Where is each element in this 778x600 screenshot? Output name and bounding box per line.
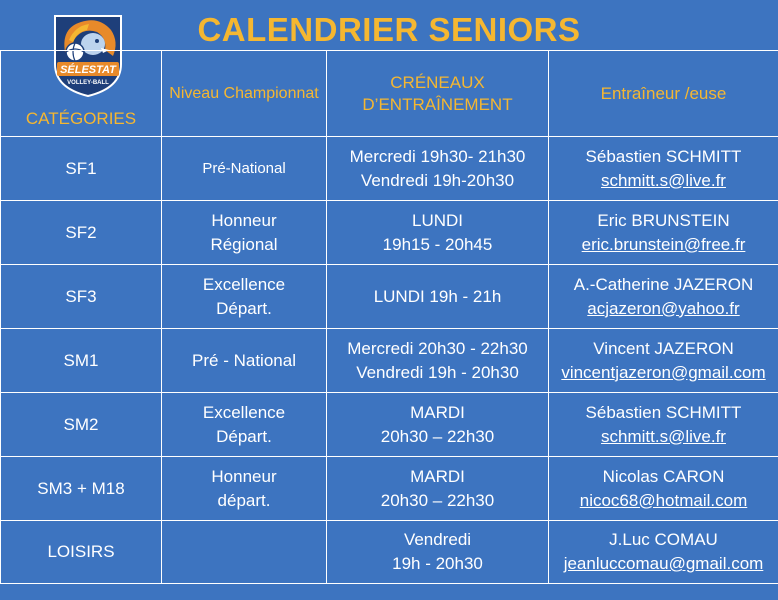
category-cell: SM3 + M18	[1, 457, 162, 521]
table-row	[1, 265, 778, 329]
coach-cell	[549, 329, 778, 393]
coach-email-link[interactable]: jeanluccomau@gmail.com	[563, 554, 764, 573]
table-row	[1, 137, 778, 201]
slot-line2: 20h30 – 22h30	[380, 490, 495, 510]
coach-email-link[interactable]: nicoc68@hotmail.com	[579, 490, 748, 510]
coach-cell	[549, 521, 778, 584]
category-cell: SF2	[1, 201, 162, 265]
schedule-table	[0, 50, 778, 584]
coach-email-link[interactable]: eric.brunstein@free.fr	[581, 234, 746, 254]
header-creneaux	[327, 51, 549, 137]
slot-line2: 20h30 – 22h30	[380, 426, 495, 446]
header-categories: CATÉGORIES	[1, 51, 162, 137]
slot-cell	[327, 393, 549, 457]
coach-name: Sébastien SCHMITT	[585, 146, 742, 166]
coach-name: Sébastien SCHMITT	[585, 402, 742, 422]
level-line1: Honneur	[211, 466, 277, 486]
logo-subtext: VOLLEY-BALL	[67, 80, 109, 86]
level-line1: Excellence	[202, 402, 286, 422]
level-line2: Régional	[210, 234, 278, 254]
coach-name: Vincent JAZERON	[593, 338, 734, 358]
slot-line2: Vendredi 19h - 20h30	[356, 362, 519, 382]
level-cell	[162, 457, 327, 521]
coach-cell	[549, 265, 778, 329]
slot-cell	[327, 137, 549, 201]
level-cell	[162, 201, 327, 265]
coach-email-link[interactable]: vincentjazeron@gmail.com	[561, 362, 766, 382]
category-cell: SF1	[1, 137, 162, 201]
slot-cell	[327, 521, 549, 584]
slot-cell	[327, 201, 549, 265]
header-row	[1, 51, 778, 137]
coach-name: A.-Catherine JAZERON	[573, 274, 754, 294]
coach-cell	[549, 137, 778, 201]
coach-name: J.Luc COMAU	[609, 530, 718, 549]
level-cell	[162, 393, 327, 457]
slot-line2: 19h - 20h30	[392, 554, 483, 573]
coach-cell	[549, 457, 778, 521]
header-entraineur: Entraîneur /euse	[549, 51, 778, 137]
category-cell: SF3	[1, 265, 162, 329]
level-line1: Honneur	[211, 210, 277, 230]
header-creneaux-line2: D’ENTRAÎNEMENT	[362, 94, 513, 114]
coach-cell	[549, 393, 778, 457]
page-title: CALENDRIER SENIORS	[197, 11, 581, 48]
level-line1: Excellence	[202, 274, 286, 294]
level-line1: Pré - National	[192, 350, 296, 370]
coach-name: Nicolas CARON	[602, 466, 725, 486]
level-line1: Pré-National	[202, 159, 286, 177]
table-row	[1, 329, 778, 393]
slot-line2: Vendredi 19h-20h30	[360, 170, 515, 190]
table-row	[1, 393, 778, 457]
coach-name: Eric BRUNSTEIN	[597, 210, 730, 230]
header-creneaux-line1: CRÉNEAUX	[390, 72, 485, 92]
level-line2: Départ.	[216, 426, 272, 446]
level-cell	[162, 265, 327, 329]
level-line2: départ.	[217, 490, 271, 510]
slot-line1: Mercredi 19h30- 21h30	[349, 146, 526, 166]
slot-cell	[327, 457, 549, 521]
table-row	[1, 201, 778, 265]
level-cell	[162, 137, 327, 201]
category-cell: LOISIRS	[1, 521, 162, 584]
slot-line1: Mercredi 20h30 - 22h30	[347, 338, 528, 358]
slot-line1: LUNDI 19h - 21h	[373, 286, 502, 306]
table-row	[1, 521, 778, 584]
slot-line1: MARDI	[410, 466, 465, 486]
slot-cell	[327, 329, 549, 393]
slot-line1: LUNDI	[411, 210, 463, 230]
logo-text: SÉLESTAT	[60, 64, 116, 76]
category-cell: SM1	[1, 329, 162, 393]
level-cell	[162, 521, 327, 584]
coach-email-link[interactable]: acjazeron@yahoo.fr	[587, 298, 740, 318]
slot-line1: MARDI	[410, 402, 465, 422]
slot-line1: Vendredi	[403, 530, 472, 549]
table-row	[1, 457, 778, 521]
slot-line2: 19h15 - 20h45	[382, 234, 493, 254]
coach-email-link[interactable]: schmitt.s@live.fr	[601, 426, 726, 446]
coach-email-link[interactable]: schmitt.s@live.fr	[601, 170, 726, 190]
level-cell	[162, 329, 327, 393]
level-line2: Départ.	[216, 298, 272, 318]
header-niveau: Niveau Championnat	[162, 51, 327, 137]
slot-cell	[327, 265, 549, 329]
coach-cell	[549, 201, 778, 265]
category-cell: SM2	[1, 393, 162, 457]
